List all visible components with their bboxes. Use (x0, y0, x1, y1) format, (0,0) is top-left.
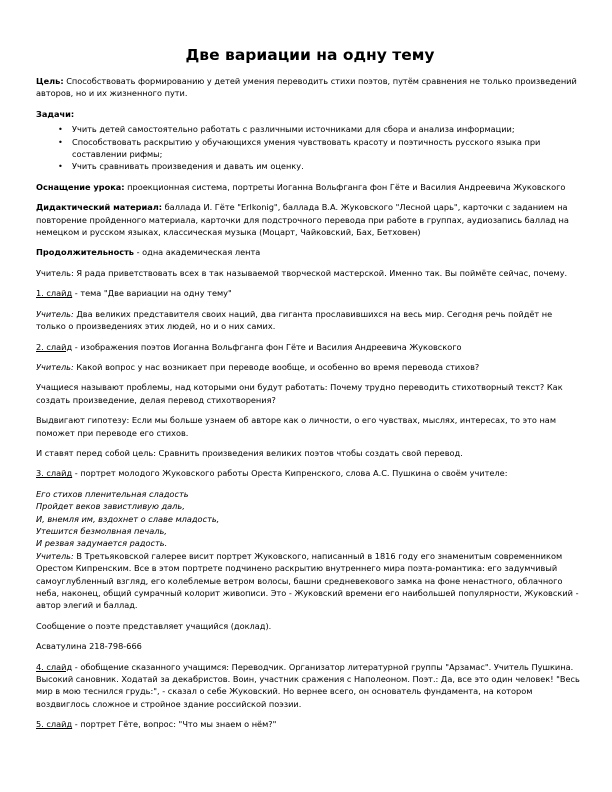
page-title: Две вариации на одну тему (185, 46, 435, 64)
equipment-text: проекционная система, портреты Иоганна Вольфганга фон Гёте и Василия Андреевича Жуковского (124, 181, 566, 192)
task-text: Учить детей самостоятельно работать с различными источниками для сбора и анализа информации; (72, 124, 515, 135)
teacher-text: В Третьяковской галерее висит портрет Жуковского, написанный в 1816 году его знаменитым современником Орестом Кипренским. Все в этом портрете подчинено раскрытию внутреннего мира поэта-романтика: его задумчивый самоуглубленный взгляд, его колеблемые ветром волосы, башни средневекового замка на фоне ненастного, облачного неба, наконец, общий сумрачный колорит живописи. Это - Жуковский времени его наибольшей популярности, Жуковский - автор элегий и баллад. (36, 550, 579, 611)
slide-2-text: - изображения поэтов Иоганна Вольфганга фон Гёте и Василия Андреевича Жуковского (72, 341, 462, 352)
poem (36, 488, 584, 550)
poem-line: И резвая задумается радость. (36, 538, 168, 549)
teacher-label: Учитель: (36, 361, 74, 372)
slide-4-paragraph (36, 661, 584, 711)
student-name: Асватулина 218-798-666 (36, 641, 142, 652)
teacher-label: Учитель: (36, 308, 74, 319)
teacher-text: Два великих представителя своих наций, два гиганта прославившихся на весь мир. Сегодня речь пойдёт не только о произведениях этих людей, но и о них самих. (36, 308, 553, 332)
slide-4-label: 4. слайд (36, 661, 73, 672)
duration-text: - одна академическая лента (134, 247, 261, 258)
goal-label: Цель: (36, 76, 64, 86)
goal-text: Способствовать формированию у детей умения переводить стихи поэтов, путём сравнения не только произведений авторов, но и их жизненного пути. (36, 76, 577, 99)
slide-5-paragraph (36, 718, 584, 730)
list-item (58, 160, 584, 172)
teacher-intro: Учитель: Я рада приветствовать всех в так называемой творческой мастерской. Именно так. Вы поймёте сейчас, почему. (36, 267, 568, 278)
teacher-paragraph-4 (36, 550, 584, 612)
slide-2-label: 2. слайд (36, 341, 73, 352)
hypothesis: Выдвигают гипотезу: Если мы больше узнаем об авторе как о личности, о его чувствах, мыслях, интересах, то это нам поможет при переводе его стихов. (36, 415, 556, 438)
slide-4-text: - обобщение сказанного учащимся: Переводчик. Организатор литературной группы "Арзамас". Учитель Пушкина. Высокий сановник. Ходатай за декабристов. Воин, участник сражения с Наполеоном. Поэт.: Да, все это один человек! "Весь мир в мою теснился грудь:", - сказал о себе Жуковский. Но вернее всего, он основатель фундамента, на котором воздвиглось сложное и стройное здание российской поэзии. (36, 661, 580, 709)
slide-3-paragraph (36, 467, 584, 479)
equipment-paragraph (36, 181, 584, 193)
poem-line: Утешится безмолвная печаль, (36, 525, 167, 536)
students-problems: Учащиеся называют проблемы, над которыми они будут работать: Почему трудно переводить стихотворный текст? Как создать произведение, делая перевод стихотворения? (36, 382, 563, 405)
materials-paragraph (36, 201, 584, 238)
document-page (36, 46, 584, 739)
duration-paragraph (36, 246, 584, 258)
aim: И ставят перед собой цель: Сравнить произведения великих поэтов чтобы создать свой перевод. (36, 447, 463, 458)
report: Сообщение о поэте представляет учащийся (доклад). (36, 620, 272, 631)
bullet-icon: • (58, 136, 63, 147)
equipment-label: Оснащение урока: (36, 181, 125, 192)
slide-5-text: - портрет Гёте, вопрос: "Что мы знаем о нём?" (72, 719, 277, 730)
materials-label: Дидактический материал: (36, 202, 163, 213)
poem-line: И, внемля им, вздохнет о славе младость, (36, 513, 220, 524)
teacher-text: Какой вопрос у нас возникает при переводе вообще, и особенно во время перевода стихов? (73, 361, 480, 372)
slide-3-label: 3. слайд (36, 468, 73, 479)
task-text: Способствовать раскрытию у обучающихся умения чувствовать красоту и поэтичность русского языка при составлении рифмы; (72, 136, 541, 160)
materials-text: баллада И. Гёте "Erlkonig", баллада В.А. Жуковского "Лесной царь", карточки с заданием на повторение пройденного материала, карточки для подстрочного перевода при работе в группах, аудиозапись баллад на немецком и русском языках, классическая музыка (Моцарт, Чайковский, Бах, Бетховен) (36, 202, 569, 238)
list-item (58, 123, 584, 135)
slide-3-text: - портрет молодого Жуковского работы Ореста Кипренского, слова А.С. Пушкина о своём учителе: (72, 468, 508, 479)
list-item (58, 136, 584, 161)
teacher-paragraph-2 (36, 308, 584, 333)
slide-1-text: - тема "Две вариации на одну тему" (72, 288, 232, 299)
teacher-label: Учитель: (36, 550, 74, 561)
teacher-paragraph-3 (36, 361, 584, 373)
bullet-icon: • (58, 161, 63, 172)
tasks-list (36, 123, 584, 173)
goal-paragraph (36, 75, 584, 100)
task-text: Учить сравнивать произведения и давать им оценку. (72, 161, 304, 172)
tasks-heading: Задачи: (36, 108, 75, 119)
slide-1-paragraph (36, 287, 584, 299)
poem-line: Его стихов пленительная сладость (36, 488, 189, 499)
slide-1-label: 1. слайд (36, 288, 73, 299)
bullet-icon: • (58, 124, 63, 135)
slide-2-paragraph (36, 341, 584, 353)
poem-line: Пройдет веков завистливую даль, (36, 501, 185, 512)
slide-5-label: 5. слайд (36, 719, 73, 730)
duration-label: Продолжительность (36, 247, 134, 258)
